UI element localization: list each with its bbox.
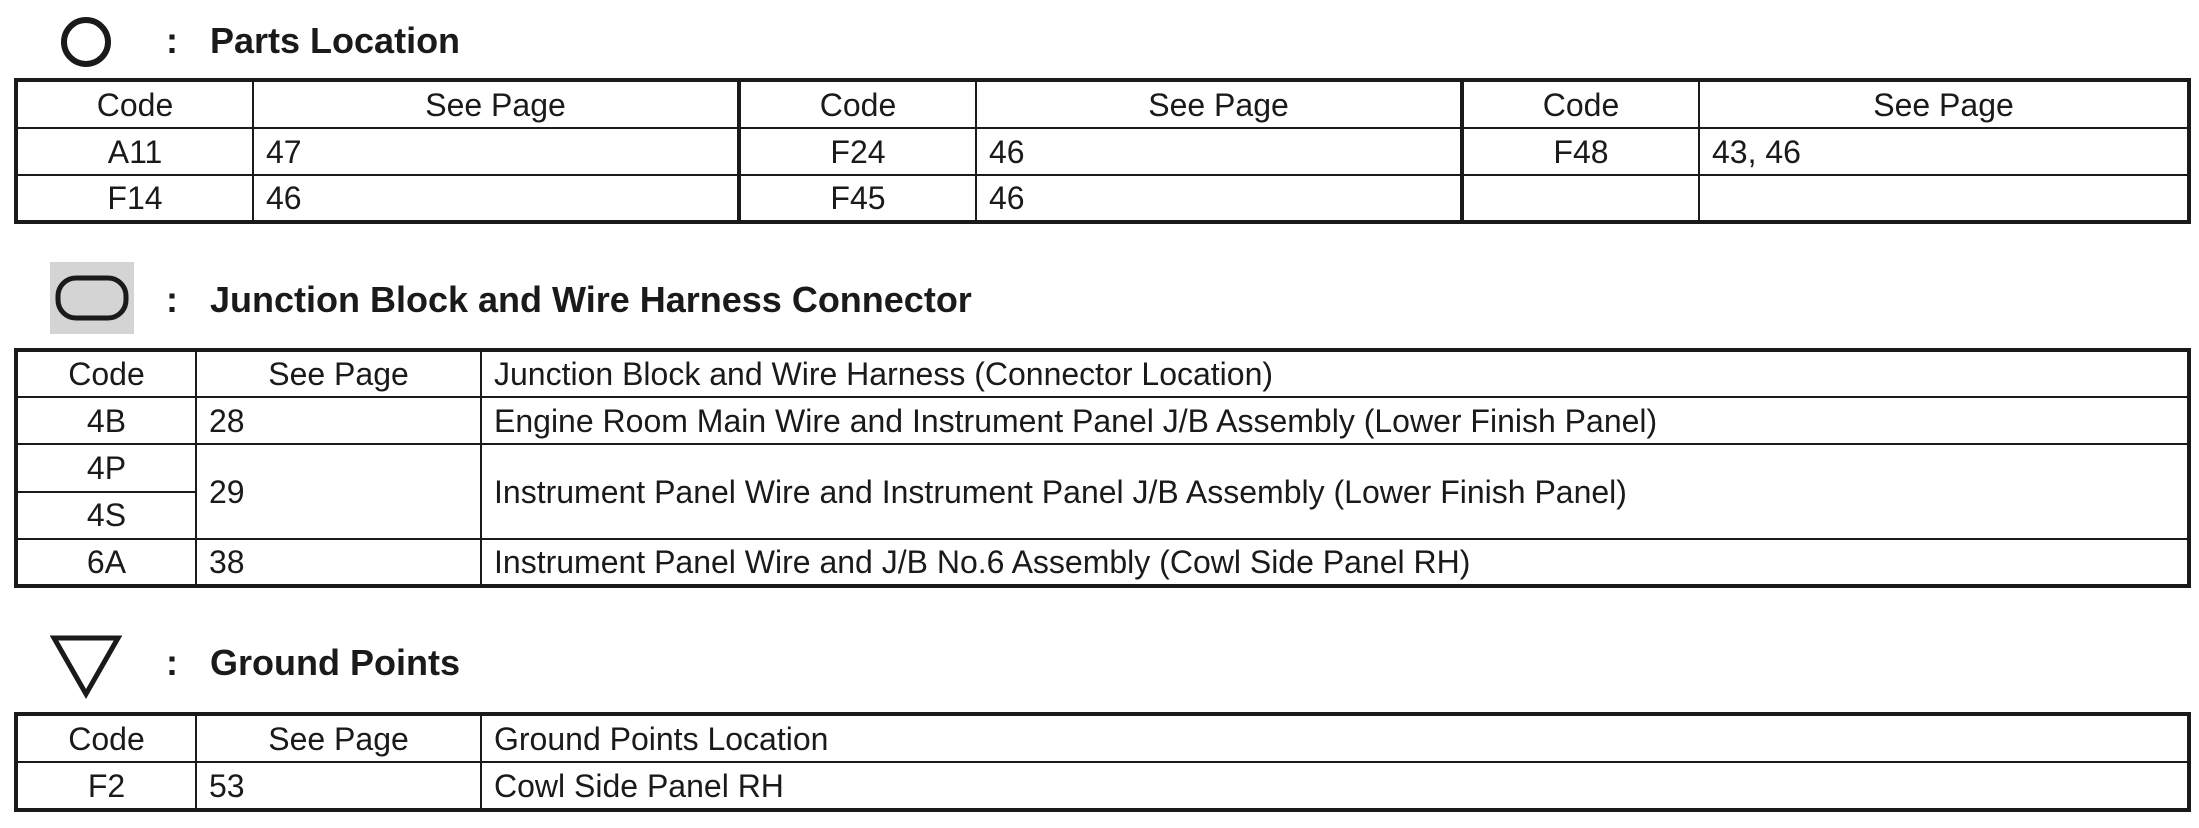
cell-code: 6A <box>16 539 196 586</box>
header-see-page: See Page <box>253 80 739 128</box>
cell-location: Instrument Panel Wire and J/B No.6 Assembly (Cowl Side Panel RH) <box>481 539 2189 586</box>
section-title: Junction Block and Wire Harness Connector <box>210 279 972 320</box>
header-see-page: See Page <box>196 714 481 762</box>
table-header-row <box>16 350 2189 397</box>
cell-location: Cowl Side Panel RH <box>481 762 2189 810</box>
header-see-page: See Page <box>196 350 481 397</box>
table-row <box>16 128 2189 175</box>
cell-see-page: 46 <box>253 175 739 222</box>
table-header-row <box>16 80 2189 128</box>
heading-colon: : <box>166 642 178 683</box>
cell-code: F2 <box>16 762 196 810</box>
cell-code: 4B <box>16 397 196 444</box>
ground-points-table <box>14 712 2191 812</box>
header-code: Code <box>1462 80 1699 128</box>
header-see-page: See Page <box>976 80 1462 128</box>
circle-icon <box>58 14 114 70</box>
junction-block-table <box>14 348 2191 588</box>
junction-block-heading <box>0 262 2199 342</box>
cell-see-page: 46 <box>976 175 1462 222</box>
header-code: Code <box>739 80 976 128</box>
header-ground-points-location: Ground Points Location <box>481 714 2189 762</box>
cell-code: F14 <box>16 175 253 222</box>
cell-location: Instrument Panel Wire and Instrument Panel J/B Assembly (Lower Finish Panel) <box>481 444 2189 538</box>
header-code: Code <box>16 350 196 397</box>
cell-see-page: 47 <box>253 128 739 175</box>
cell-see-page: 28 <box>196 397 481 444</box>
ground-points-heading <box>0 628 2199 708</box>
cell-see-page: 29 <box>196 444 481 538</box>
header-code: Code <box>16 714 196 762</box>
cell-see-page: 53 <box>196 762 481 810</box>
heading-colon: : <box>166 279 178 320</box>
cell-see-page <box>1699 175 2189 222</box>
cell-code <box>1462 175 1699 222</box>
cell-code: F48 <box>1462 128 1699 175</box>
header-code: Code <box>16 80 253 128</box>
cell-code: F24 <box>739 128 976 175</box>
triangle-down-icon <box>48 632 124 700</box>
parts-location-table <box>14 78 2191 224</box>
table-header-row <box>16 714 2189 762</box>
parts-location-heading <box>0 0 2199 80</box>
cell-code: 4P <box>16 444 196 491</box>
table-row <box>16 397 2189 444</box>
rounded-rectangle-icon <box>50 262 134 334</box>
cell-code: A11 <box>16 128 253 175</box>
header-see-page: See Page <box>1699 80 2189 128</box>
table-row <box>16 444 2189 491</box>
cell-code: F45 <box>739 175 976 222</box>
table-row <box>16 762 2189 810</box>
cell-location: Engine Room Main Wire and Instrument Panel J/B Assembly (Lower Finish Panel) <box>481 397 2189 444</box>
cell-code: 4S <box>16 492 196 539</box>
cell-see-page: 46 <box>976 128 1462 175</box>
section-title: Parts Location <box>210 20 461 61</box>
header-connector-location: Junction Block and Wire Harness (Connector Location) <box>481 350 2189 397</box>
section-title: Ground Points <box>210 642 460 683</box>
table-row <box>16 539 2189 586</box>
cell-see-page: 43, 46 <box>1699 128 2189 175</box>
table-row <box>16 175 2189 222</box>
cell-see-page: 38 <box>196 539 481 586</box>
heading-colon: : <box>166 20 178 61</box>
